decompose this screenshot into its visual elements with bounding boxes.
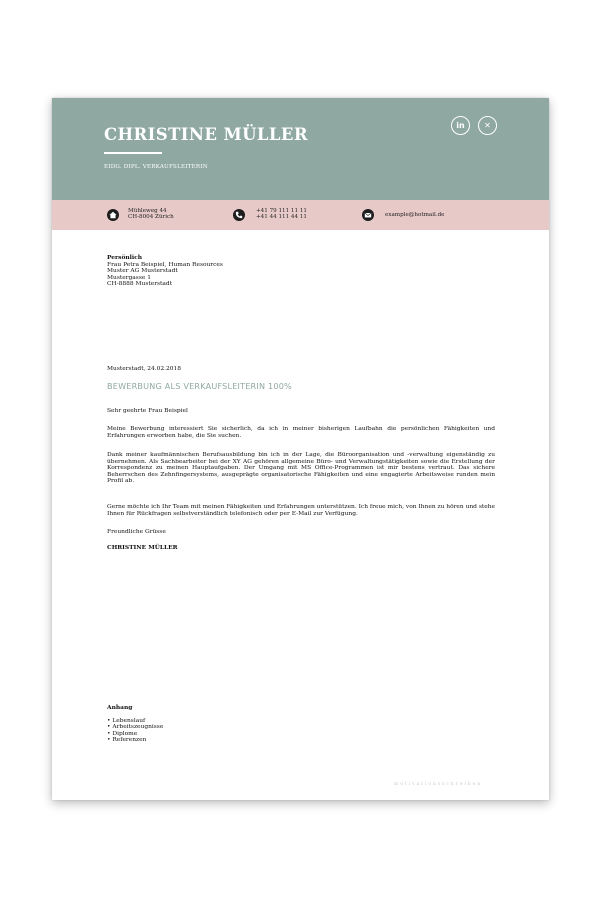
phone-icon: [233, 209, 245, 221]
letter-page: [52, 98, 549, 800]
recipient-personal: Persönlich: [107, 254, 142, 261]
phone-landline[interactable]: +41 44 111 44 11: [256, 214, 307, 221]
recipient-block: [107, 255, 223, 288]
attachment-item: • Referenzen: [107, 737, 147, 744]
name-underline: [104, 152, 162, 154]
salutation: Sehr geehrte Frau Beispiel: [107, 408, 188, 414]
paragraph-2: Dank meiner kaufmännischen Berufsausbildung bin ich in der Lage, die Büroorganisation und -verwaltung eigenständig zu übernehmen. Als Sachbearbeiter bei der XY AG gehören allgemeine Büro- und Verwaltungstätigkeiten sowie die Erstellung der Korrespondenz zu meinen Hauptaufgaben. Der Umgang mit MS Office-Programmen ist mir bestens vertraut. Das sichere Beherrschen des Zehnfingersystems, ausgeprägte organisatorische Fähigkeiten und eine engagierte Arbeitsweise runden mein Profil ab.: [107, 452, 495, 485]
attachment-item: • Arbeitszeugnisse: [107, 724, 164, 731]
address: [128, 208, 174, 221]
recipient-person: Frau Petra Beispiel, Human Resources: [107, 261, 223, 268]
recipient-company: Muster AG Musterstadt: [107, 268, 178, 275]
paragraph-1: Meine Bewerbung interessiert Sie sicherlich, da ich in meiner bisherigen Laufbahn die persönlichen Fähigkeiten und Erfahrungen erworben habe, die Sie suchen.: [107, 426, 495, 439]
paragraph-qualifications: [107, 452, 495, 485]
linkedin-icon[interactable]: in: [451, 116, 470, 135]
header-banner: [52, 98, 549, 200]
contact-bar: [52, 200, 549, 230]
footer-brand: motivationsschreiben: [394, 782, 483, 787]
email-address[interactable]: example@hotmail.de: [385, 212, 445, 218]
attachments-block: [107, 705, 163, 744]
place-date: Musterstadt, 24.02.2018: [107, 366, 182, 372]
address-street: Mühleweg 44: [128, 208, 167, 214]
recipient-street: Mustergasse 1: [107, 274, 151, 281]
paragraph-closing: [107, 504, 495, 517]
email-icon: [362, 209, 374, 221]
applicant-name: CHRISTINE MÜLLER: [104, 125, 309, 144]
paragraph-3: Gerne möchte ich Ihr Team mit meinen Fähigkeiten und Erfahrungen unterstützen. Ich freue mich, von Ihnen zu hören und stehe Ihnen für Rückfragen selbstverständlich telefonisch oder per E-Mail zur Verfügung.: [107, 504, 495, 517]
paragraph-intro: [107, 426, 495, 439]
recipient-city: CH-8888 Musterstadt: [107, 281, 173, 288]
attachment-item: • Lebenslauf: [107, 717, 146, 724]
closing-greeting: Freundliche Grüsse: [107, 529, 166, 535]
letter-subject: BEWERBUNG ALS VERKAUFSLEITERIN 100%: [107, 381, 292, 391]
address-city: CH-8004 Zürich: [128, 214, 174, 221]
phone-mobile[interactable]: +41 79 111 11 11: [256, 208, 307, 214]
home-icon: [107, 209, 119, 221]
phone-numbers: [256, 208, 307, 221]
xing-icon[interactable]: ✕: [478, 116, 497, 135]
attachments-heading: Anhang: [107, 704, 133, 711]
attachment-item: • Diplome: [107, 730, 138, 737]
applicant-title: EIDG. DIPL. VERKAUFSLEITERIN: [104, 164, 208, 170]
signature-name: CHRISTINE MÜLLER: [107, 544, 178, 551]
